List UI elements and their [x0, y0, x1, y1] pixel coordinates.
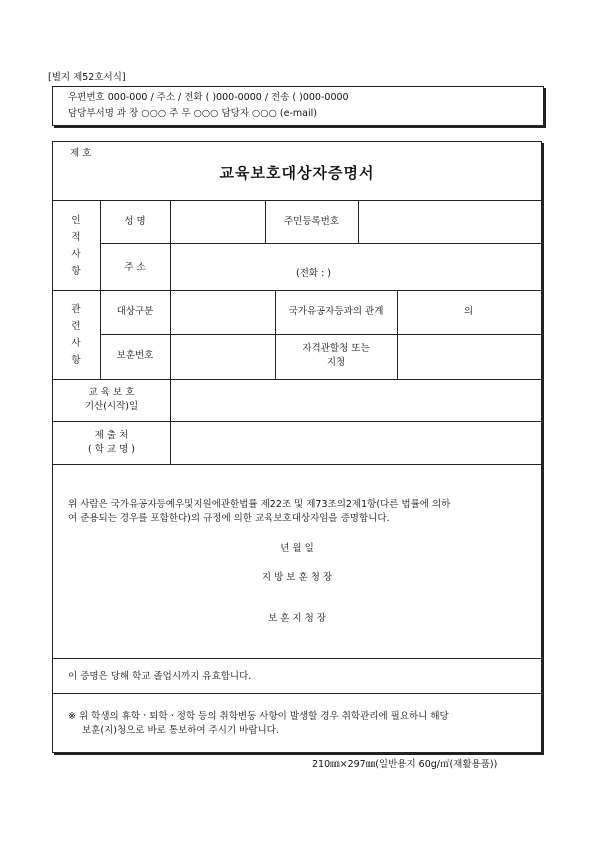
- certify-text-1: 위 사람은 국가유공자등예우및지원에관한법률 제22조 및 제73조의2제1항(다른 법률에 의하: [68, 499, 451, 510]
- issuer-branch-office: 보 훈 지 청 장: [268, 613, 326, 624]
- resident-id-field[interactable]: [360, 203, 539, 241]
- rule: [53, 658, 541, 659]
- form-title: 교육보호대상자증명서: [219, 164, 375, 182]
- submit-to-field[interactable]: [172, 424, 539, 462]
- name-label: 성 명: [124, 216, 146, 227]
- note-text-1: ※ 위 학생의 휴학ㆍ퇴학ㆍ정학 등의 취학변동 사항이 발생할 경우 취학관리에 필요하니 해당: [68, 711, 449, 722]
- rule: [170, 200, 171, 464]
- submit-to-label-2: ( 학 교 명 ): [87, 444, 136, 455]
- veteran-number-label: 보훈번호: [116, 350, 154, 361]
- address-field[interactable]: [172, 246, 539, 288]
- certify-text-2: 여 준용되는 경우를 포함한다)의 규정에 의한 교육보호대상자임을 증명합니다.: [68, 513, 390, 524]
- header-line1: 우편번호 000-000 / 주소 / 전화 ( )000-0000 / 전송 ( )000-0000: [68, 92, 349, 103]
- rule: [53, 290, 541, 291]
- rule: [53, 421, 541, 422]
- rule: [53, 693, 541, 694]
- authority-label-2: 지청: [326, 357, 346, 368]
- phone-label: (전화 : ): [296, 268, 332, 279]
- header-line2: 담당부서명 과 장 ○○○ 주 무 ○○○ 담당자 ○○○ (e-mail): [68, 108, 317, 119]
- name-field[interactable]: [172, 203, 263, 241]
- relation-value[interactable]: 의: [463, 306, 474, 317]
- edu-start-label-1: 교 육 보 호: [88, 387, 135, 398]
- edu-start-field[interactable]: [172, 382, 539, 419]
- date-line: 년 월 일: [280, 543, 314, 554]
- target-class-label: 대상구분: [116, 306, 154, 317]
- validity-text: 이 증명은 당해 학교 졸업시까지 유효합니다.: [68, 671, 252, 682]
- rule: [100, 243, 541, 244]
- personal-group-label: 인 적 사 항: [71, 215, 81, 277]
- resident-id-label: 주민등록번호: [283, 216, 340, 227]
- authority-label-1: 자격관할청 또는: [302, 343, 370, 354]
- issuer-regional-office: 지 방 보 훈 청 장: [261, 572, 333, 583]
- rule: [397, 290, 398, 379]
- submit-to-label-1: 제 출 처: [94, 430, 129, 441]
- edu-start-label-2: 기산(시작)일: [84, 401, 139, 412]
- relation-label: 국가유공자등과의 관계: [288, 306, 384, 317]
- form-tag: [별지 제52호서식]: [48, 72, 126, 83]
- rule: [358, 200, 359, 243]
- target-class-field[interactable]: [172, 293, 273, 332]
- paper-spec: 210㎜×297㎜(일반용지 60g/㎡(재활용품)): [312, 759, 498, 770]
- rule: [53, 200, 541, 201]
- doc-number-label: 제 호: [70, 148, 92, 159]
- rule: [53, 464, 541, 465]
- note-text-2: 보훈(지)청으로 바로 통보하여 주시기 바랍니다.: [82, 725, 279, 736]
- veteran-number-field[interactable]: [172, 337, 273, 377]
- rule: [53, 379, 541, 380]
- relation-group-label: 관 련 사 항: [71, 304, 81, 366]
- address-label: 주 소: [124, 262, 146, 273]
- rule: [100, 334, 541, 335]
- authority-field[interactable]: [399, 337, 539, 377]
